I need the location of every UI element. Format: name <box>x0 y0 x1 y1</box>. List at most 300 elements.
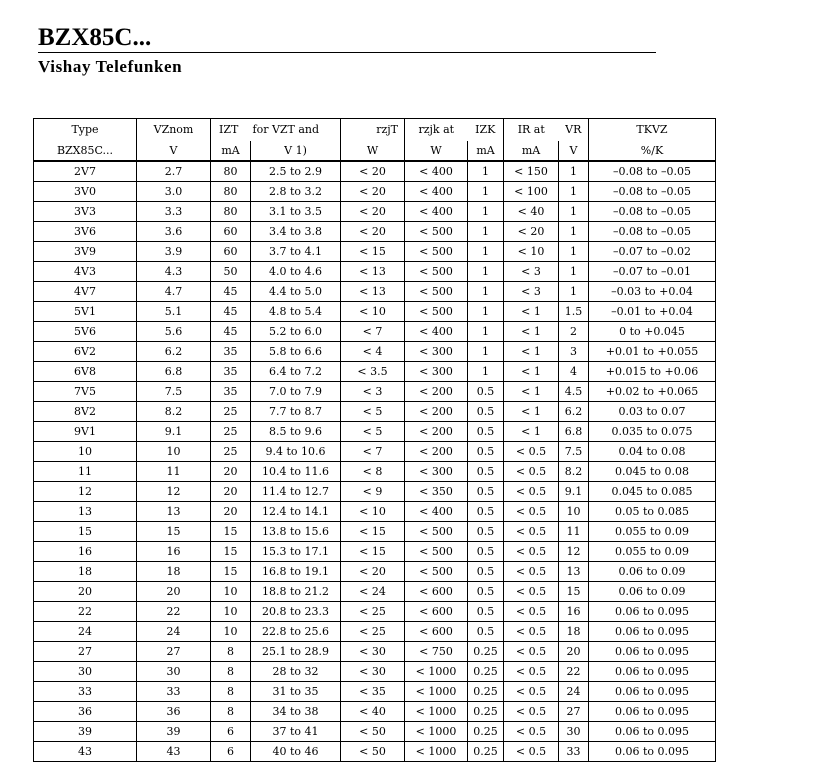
table-cell: 22 <box>34 602 137 622</box>
table-cell: < 20 <box>504 222 559 242</box>
unit-cell: V <box>137 141 211 161</box>
table-cell: < 20 <box>341 222 405 242</box>
table-cell: < 7 <box>341 442 405 462</box>
table-cell: 3.3 <box>137 202 211 222</box>
table-cell: 22 <box>559 662 589 682</box>
table-cell: < 500 <box>405 222 468 242</box>
table-cell: 20 <box>211 502 251 522</box>
table-cell: 0.04 to 0.08 <box>589 442 716 462</box>
table-cell: 24 <box>559 682 589 702</box>
table-cell: < 7 <box>341 322 405 342</box>
table-cell: 39 <box>137 722 211 742</box>
table-cell: < 30 <box>341 662 405 682</box>
table-cell: 1 <box>468 262 504 282</box>
table-cell: 4V7 <box>34 282 137 302</box>
manufacturer-subtitle: Vishay Telefunken <box>38 57 183 76</box>
table-cell: 43 <box>137 742 211 762</box>
table-cell: 8.5 to 9.6 <box>251 422 341 442</box>
table-cell: < 350 <box>405 482 468 502</box>
table-cell: 43 <box>34 742 137 762</box>
table-cell: 33 <box>559 742 589 762</box>
table-cell: < 1000 <box>405 682 468 702</box>
table-cell: < 300 <box>405 342 468 362</box>
table-cell: 10 <box>559 502 589 522</box>
table-cell: 0.25 <box>468 642 504 662</box>
table-cell: 5V6 <box>34 322 137 342</box>
table-cell: < 3 <box>341 382 405 402</box>
table-cell: 6V2 <box>34 342 137 362</box>
table-row <box>34 702 716 722</box>
table-cell: < 1 <box>504 382 559 402</box>
table-cell: < 13 <box>341 262 405 282</box>
table-cell: –0.08 to –0.05 <box>589 222 716 242</box>
table-cell: 80 <box>211 202 251 222</box>
table-cell: 27 <box>137 642 211 662</box>
table-cell: 36 <box>34 702 137 722</box>
table-cell: < 1000 <box>405 702 468 722</box>
table-cell: 0.03 to 0.07 <box>589 402 716 422</box>
table-cell: < 25 <box>341 622 405 642</box>
table-row <box>34 582 716 602</box>
table-cell: 12 <box>559 542 589 562</box>
table-cell: 30 <box>34 662 137 682</box>
table-cell: < 1 <box>504 422 559 442</box>
table-cell: < 1 <box>504 342 559 362</box>
table-cell: 24 <box>137 622 211 642</box>
table-cell: 24 <box>34 622 137 642</box>
table-cell: 25 <box>211 422 251 442</box>
table-cell: 30 <box>559 722 589 742</box>
table-cell: < 10 <box>341 502 405 522</box>
table-cell: < 500 <box>405 282 468 302</box>
table-cell: < 15 <box>341 542 405 562</box>
table-cell: 1 <box>559 202 589 222</box>
table-cell: 35 <box>211 382 251 402</box>
table-cell: < 0.5 <box>504 602 559 622</box>
header-cell: IR at <box>504 119 559 142</box>
table-cell: 33 <box>137 682 211 702</box>
table-cell: < 9 <box>341 482 405 502</box>
table-cell: 1 <box>559 182 589 202</box>
table-cell: 16 <box>34 542 137 562</box>
table-cell: 10 <box>34 442 137 462</box>
table-row <box>34 362 716 382</box>
unit-cell: V <box>559 141 589 161</box>
table-cell: 3 <box>559 342 589 362</box>
table-cell: < 0.5 <box>504 442 559 462</box>
table-cell: 0.055 to 0.09 <box>589 542 716 562</box>
table-cell: < 0.5 <box>504 582 559 602</box>
table-cell: 4.7 <box>137 282 211 302</box>
table-cell: < 13 <box>341 282 405 302</box>
unit-cell: %/K <box>589 141 716 161</box>
table-cell: 0.5 <box>468 422 504 442</box>
table-row <box>34 542 716 562</box>
table-cell: 11 <box>137 462 211 482</box>
table-cell: +0.01 to +0.055 <box>589 342 716 362</box>
table-cell: 45 <box>211 322 251 342</box>
table-cell: < 0.5 <box>504 542 559 562</box>
table-cell: < 15 <box>341 522 405 542</box>
table-cell: 4.4 to 5.0 <box>251 282 341 302</box>
table-row <box>34 382 716 402</box>
table-cell: < 0.5 <box>504 502 559 522</box>
table-cell: 3.7 to 4.1 <box>251 242 341 262</box>
header-cell: IZT <box>211 119 251 142</box>
table-cell: < 500 <box>405 522 468 542</box>
table-cell: < 0.5 <box>504 682 559 702</box>
table-cell: < 500 <box>405 262 468 282</box>
table-cell: 80 <box>211 182 251 202</box>
table-row <box>34 182 716 202</box>
table-cell: 4.3 <box>137 262 211 282</box>
table-cell: 25.1 to 28.9 <box>251 642 341 662</box>
table-cell: < 50 <box>341 722 405 742</box>
table-cell: 6V8 <box>34 362 137 382</box>
table-cell: 1 <box>468 342 504 362</box>
table-row <box>34 602 716 622</box>
table-cell: < 0.5 <box>504 742 559 762</box>
table-cell: 8.2 <box>559 462 589 482</box>
unit-cell: V 1) <box>251 141 341 161</box>
table-cell: < 24 <box>341 582 405 602</box>
table-cell: 0.5 <box>468 462 504 482</box>
table-cell: < 8 <box>341 462 405 482</box>
table-row <box>34 662 716 682</box>
table-cell: 0.5 <box>468 502 504 522</box>
table-cell: 60 <box>211 242 251 262</box>
table-cell: 35 <box>211 342 251 362</box>
table-cell: < 500 <box>405 562 468 582</box>
table-cell: +0.02 to +0.065 <box>589 382 716 402</box>
table-cell: 13 <box>559 562 589 582</box>
table-cell: < 0.5 <box>504 562 559 582</box>
table-cell: 0.25 <box>468 742 504 762</box>
table-row <box>34 482 716 502</box>
table-cell: 0.055 to 0.09 <box>589 522 716 542</box>
table-cell: 15 <box>211 542 251 562</box>
table-cell: 1 <box>468 362 504 382</box>
table-cell: 5.8 to 6.6 <box>251 342 341 362</box>
table-cell: < 750 <box>405 642 468 662</box>
table-cell: 4 <box>559 362 589 382</box>
table-cell: < 500 <box>405 302 468 322</box>
table-cell: 35 <box>211 362 251 382</box>
table-cell: < 400 <box>405 202 468 222</box>
table-cell: 0.06 to 0.095 <box>589 622 716 642</box>
table-cell: < 200 <box>405 402 468 422</box>
table-row <box>34 462 716 482</box>
unit-cell: mA <box>504 141 559 161</box>
table-row <box>34 302 716 322</box>
table-cell: 27 <box>559 702 589 722</box>
header-cell: rzjk at <box>405 119 468 142</box>
table-cell: 0.06 to 0.095 <box>589 642 716 662</box>
table-cell: < 40 <box>341 702 405 722</box>
table-cell: 0.25 <box>468 702 504 722</box>
table-cell: 0.5 <box>468 522 504 542</box>
table-cell: < 200 <box>405 382 468 402</box>
table-cell: 16 <box>137 542 211 562</box>
table-cell: 1 <box>468 242 504 262</box>
table-cell: 2V7 <box>34 161 137 182</box>
table-cell: 20.8 to 23.3 <box>251 602 341 622</box>
table-cell: < 4 <box>341 342 405 362</box>
table-row <box>34 442 716 462</box>
table-cell: 0.06 to 0.09 <box>589 582 716 602</box>
table-cell: < 50 <box>341 742 405 762</box>
table-cell: < 35 <box>341 682 405 702</box>
table-cell: 3V3 <box>34 202 137 222</box>
table-cell: < 0.5 <box>504 462 559 482</box>
table-cell: 0.25 <box>468 682 504 702</box>
table-cell: 3.6 <box>137 222 211 242</box>
table-cell: 50 <box>211 262 251 282</box>
header-cell: rzjT <box>341 119 405 142</box>
table-cell: 37 to 41 <box>251 722 341 742</box>
table-cell: 33 <box>34 682 137 702</box>
table-cell: 8V2 <box>34 402 137 422</box>
table-cell: 4.5 <box>559 382 589 402</box>
table-row <box>34 422 716 442</box>
table-cell: < 0.5 <box>504 642 559 662</box>
table-cell: 15 <box>559 582 589 602</box>
table-cell: < 1 <box>504 362 559 382</box>
table-cell: < 0.5 <box>504 702 559 722</box>
table-cell: 25 <box>211 402 251 422</box>
table-row <box>34 342 716 362</box>
table-row <box>34 622 716 642</box>
table-cell: 8 <box>211 702 251 722</box>
table-cell: 6.2 <box>137 342 211 362</box>
table-cell: 2.8 to 3.2 <box>251 182 341 202</box>
table-cell: 0.06 to 0.095 <box>589 702 716 722</box>
table-cell: 22 <box>137 602 211 622</box>
header-cell: Type <box>34 119 137 142</box>
table-cell: < 600 <box>405 582 468 602</box>
table-cell: 4.0 to 4.6 <box>251 262 341 282</box>
table-cell: < 400 <box>405 182 468 202</box>
table-cell: 1 <box>559 242 589 262</box>
table-cell: 7.0 to 7.9 <box>251 382 341 402</box>
table-cell: 6 <box>211 722 251 742</box>
table-cell: 7.5 <box>559 442 589 462</box>
table-cell: 15.3 to 17.1 <box>251 542 341 562</box>
table-cell: 6.4 to 7.2 <box>251 362 341 382</box>
table-cell: < 1 <box>504 402 559 422</box>
table-cell: 27 <box>34 642 137 662</box>
table-cell: 3.9 <box>137 242 211 262</box>
header-cell: VR <box>559 119 589 142</box>
table-cell: 25 <box>211 442 251 462</box>
table-cell: 22.8 to 25.6 <box>251 622 341 642</box>
table-cell: < 1 <box>504 322 559 342</box>
table-cell: –0.03 to +0.04 <box>589 282 716 302</box>
table-cell: 6 <box>211 742 251 762</box>
table-cell: 0.5 <box>468 402 504 422</box>
table-cell: 0.045 to 0.085 <box>589 482 716 502</box>
table-cell: < 25 <box>341 602 405 622</box>
table-cell: < 5 <box>341 402 405 422</box>
table-cell: 8 <box>211 662 251 682</box>
table-cell: 60 <box>211 222 251 242</box>
table-row <box>34 682 716 702</box>
table-cell: 9.1 <box>559 482 589 502</box>
table-cell: < 500 <box>405 242 468 262</box>
table-cell: 1 <box>468 202 504 222</box>
table-cell: 0.06 to 0.095 <box>589 682 716 702</box>
table-cell: 7.5 <box>137 382 211 402</box>
table-cell: 1 <box>468 302 504 322</box>
table-cell: 0.5 <box>468 582 504 602</box>
table-cell: 10 <box>211 622 251 642</box>
table-cell: +0.015 to +0.06 <box>589 362 716 382</box>
table-cell: < 100 <box>504 182 559 202</box>
table-cell: 0.5 <box>468 602 504 622</box>
table-row <box>34 282 716 302</box>
table-cell: 34 to 38 <box>251 702 341 722</box>
table-cell: 8 <box>211 642 251 662</box>
table-cell: 40 to 46 <box>251 742 341 762</box>
table-row <box>34 722 716 742</box>
table-cell: 0 to +0.045 <box>589 322 716 342</box>
table-cell: 10 <box>211 602 251 622</box>
table-cell: 6.2 <box>559 402 589 422</box>
table-cell: < 500 <box>405 542 468 562</box>
table-cell: 36 <box>137 702 211 722</box>
table-cell: 3V6 <box>34 222 137 242</box>
table-cell: 11 <box>559 522 589 542</box>
table-cell: 1 <box>559 262 589 282</box>
table-cell: 1 <box>468 222 504 242</box>
table-cell: 10 <box>211 582 251 602</box>
table-row <box>34 642 716 662</box>
table-cell: 2.5 to 2.9 <box>251 161 341 182</box>
table-cell: 9.4 to 10.6 <box>251 442 341 462</box>
table-cell: < 0.5 <box>504 482 559 502</box>
table-cell: < 1000 <box>405 742 468 762</box>
table-cell: < 400 <box>405 161 468 182</box>
table-cell: 0.5 <box>468 562 504 582</box>
table-cell: 18 <box>34 562 137 582</box>
table-cell: 0.06 to 0.095 <box>589 662 716 682</box>
table-cell: 20 <box>34 582 137 602</box>
table-cell: < 200 <box>405 422 468 442</box>
table-cell: 3.1 to 3.5 <box>251 202 341 222</box>
table-cell: 15 <box>211 562 251 582</box>
table-cell: 0.06 to 0.095 <box>589 722 716 742</box>
table-cell: < 20 <box>341 182 405 202</box>
unit-cell: BZX85C... <box>34 141 137 161</box>
table-cell: < 3.5 <box>341 362 405 382</box>
table-cell: < 400 <box>405 502 468 522</box>
table-cell: 0.06 to 0.09 <box>589 562 716 582</box>
table-cell: 0.5 <box>468 442 504 462</box>
table-cell: < 10 <box>504 242 559 262</box>
table-cell: –0.07 to –0.02 <box>589 242 716 262</box>
table-cell: –0.01 to +0.04 <box>589 302 716 322</box>
header-row-labels <box>34 119 716 142</box>
table-cell: 16 <box>559 602 589 622</box>
table-cell: < 3 <box>504 282 559 302</box>
table-cell: 9V1 <box>34 422 137 442</box>
table-cell: < 300 <box>405 462 468 482</box>
zener-spec-table <box>33 118 716 762</box>
table-cell: 0.06 to 0.095 <box>589 602 716 622</box>
table-cell: < 1000 <box>405 662 468 682</box>
table-cell: 1 <box>559 222 589 242</box>
table-cell: 5.6 <box>137 322 211 342</box>
table-cell: < 150 <box>504 161 559 182</box>
table-cell: 2.7 <box>137 161 211 182</box>
table-cell: < 5 <box>341 422 405 442</box>
table-cell: 45 <box>211 302 251 322</box>
table-cell: 8.2 <box>137 402 211 422</box>
table-cell: < 15 <box>341 242 405 262</box>
table-cell: –0.07 to –0.01 <box>589 262 716 282</box>
table-cell: 3V0 <box>34 182 137 202</box>
table-cell: 45 <box>211 282 251 302</box>
table-cell: < 10 <box>341 302 405 322</box>
table-cell: 7.7 to 8.7 <box>251 402 341 422</box>
table-cell: 8 <box>211 682 251 702</box>
header-cell: TKVZ <box>589 119 716 142</box>
table-cell: 0.25 <box>468 662 504 682</box>
table-cell: –0.08 to –0.05 <box>589 182 716 202</box>
table-row <box>34 242 716 262</box>
table-cell: 0.045 to 0.08 <box>589 462 716 482</box>
table-cell: 3V9 <box>34 242 137 262</box>
table-cell: 0.5 <box>468 382 504 402</box>
table-cell: < 1 <box>504 302 559 322</box>
table-cell: < 30 <box>341 642 405 662</box>
table-cell: 4V3 <box>34 262 137 282</box>
table-cell: 0.5 <box>468 622 504 642</box>
table-cell: 39 <box>34 722 137 742</box>
table-cell: 20 <box>137 582 211 602</box>
table-cell: 11 <box>34 462 137 482</box>
table-cell: 12 <box>137 482 211 502</box>
table-cell: 16.8 to 19.1 <box>251 562 341 582</box>
table-cell: 7V5 <box>34 382 137 402</box>
table-cell: 20 <box>211 482 251 502</box>
table-cell: 5.2 to 6.0 <box>251 322 341 342</box>
table-row <box>34 522 716 542</box>
header-cell: VZnom <box>137 119 211 142</box>
table-cell: 1.5 <box>559 302 589 322</box>
table-cell: –0.08 to –0.05 <box>589 202 716 222</box>
table-cell: 18 <box>559 622 589 642</box>
table-cell: 1 <box>468 161 504 182</box>
table-cell: 0.25 <box>468 722 504 742</box>
table-cell: < 3 <box>504 262 559 282</box>
table-cell: 0.5 <box>468 542 504 562</box>
table-cell: < 0.5 <box>504 662 559 682</box>
table-cell: 0.06 to 0.095 <box>589 742 716 762</box>
table-cell: 30 <box>137 662 211 682</box>
table-cell: < 0.5 <box>504 722 559 742</box>
table-cell: < 0.5 <box>504 522 559 542</box>
table-cell: 20 <box>211 462 251 482</box>
table-cell: < 300 <box>405 362 468 382</box>
unit-cell: mA <box>468 141 504 161</box>
table-cell: 1 <box>468 182 504 202</box>
table-cell: 11.4 to 12.7 <box>251 482 341 502</box>
unit-cell: W <box>341 141 405 161</box>
table-cell: 6.8 <box>559 422 589 442</box>
table-cell: 18.8 to 21.2 <box>251 582 341 602</box>
table-row <box>34 562 716 582</box>
